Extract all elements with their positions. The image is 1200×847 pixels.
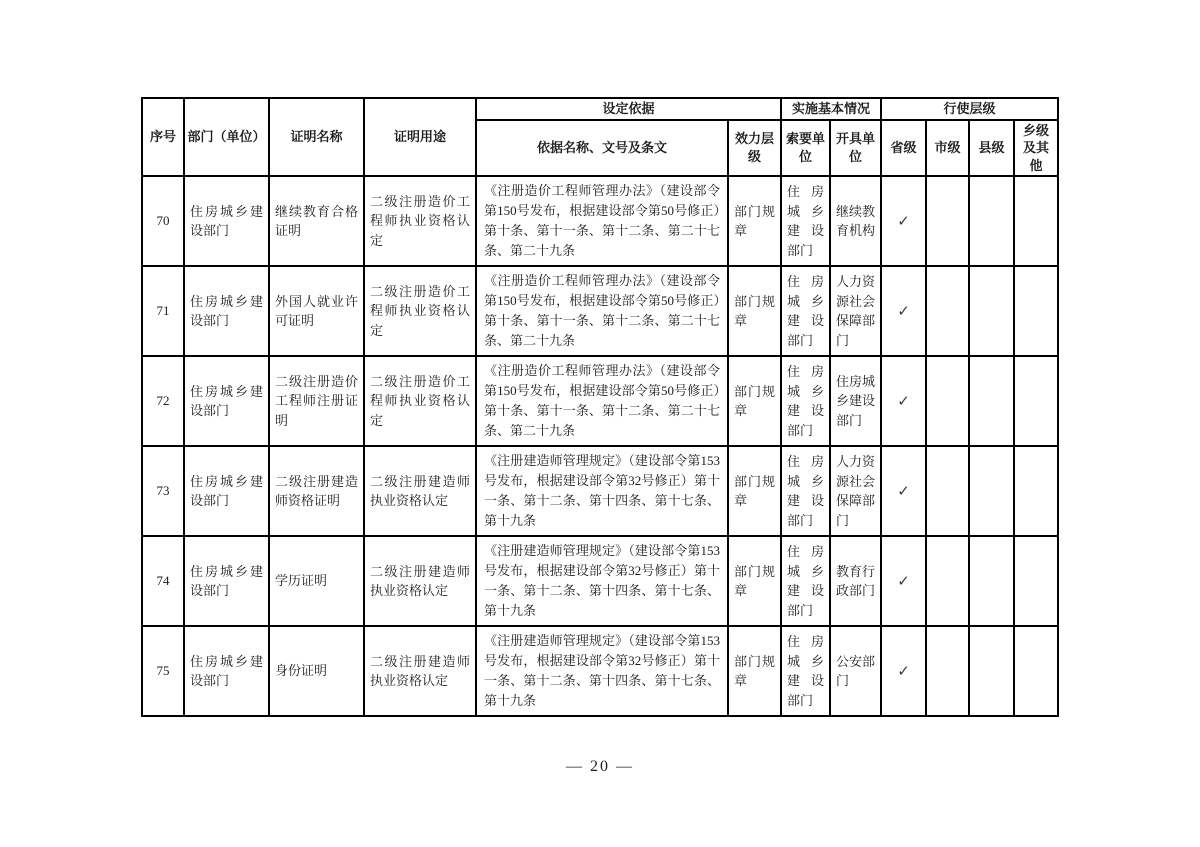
cell-cert-name: 二级注册造价工程师注册证明 [269,356,364,446]
header-impl-basic: 实施基本情况 [781,98,881,120]
cell-effect-level: 部门规章 [728,266,781,356]
cell-cert-name: 外国人就业许可证明 [269,266,364,356]
table-row [142,446,1058,536]
cell-requesting-unit: 住房城乡建设部门 [781,536,830,626]
header-requesting-unit: 索要单位 [781,120,830,177]
cell-township-check [1014,176,1058,266]
cell-effect-level: 部门规章 [728,356,781,446]
cell-serial: 72 [142,356,184,446]
cell-requesting-unit: 住房城乡建设部门 [781,626,830,716]
cell-issuing-unit: 人力资源社会保障部门 [830,446,881,536]
cell-serial: 75 [142,626,184,716]
table-header [142,98,1058,176]
cell-cert-name: 身份证明 [269,626,364,716]
cell-province-check: ✓ [881,176,926,266]
cell-serial: 71 [142,266,184,356]
cell-department: 住房城乡建设部门 [184,176,269,266]
cell-requesting-unit: 住房城乡建设部门 [781,446,830,536]
header-department: 部门（单位） [184,98,269,176]
header-serial: 序号 [142,98,184,176]
table-row [142,176,1058,266]
cell-city-check [926,176,969,266]
cell-province-check: ✓ [881,356,926,446]
cell-basis: 《注册造价工程师管理办法》（建设部令第150号发布，根据建设部令第50号修正）第十条、第十一条、第十二条、第二十七条、第二十九条 [476,266,728,356]
header-exercise-level: 行使层级 [881,98,1058,120]
header-setting-basis: 设定依据 [476,98,781,120]
cell-province-check: ✓ [881,266,926,356]
cell-effect-level: 部门规章 [728,626,781,716]
header-issuing-unit: 开具单位 [830,120,881,177]
certificate-table [141,97,1059,717]
cell-department: 住房城乡建设部门 [184,356,269,446]
cell-requesting-unit: 住房城乡建设部门 [781,176,830,266]
page-number: — 20 — [566,758,634,775]
cell-cert-purpose: 二级注册建造师执业资格认定 [364,536,476,626]
cell-cert-purpose: 二级注册造价工程师执业资格认定 [364,356,476,446]
cell-county-check [969,446,1014,536]
cell-department: 住房城乡建设部门 [184,446,269,536]
table-row [142,536,1058,626]
cell-issuing-unit: 教育行政部门 [830,536,881,626]
cell-department: 住房城乡建设部门 [184,626,269,716]
cell-requesting-unit: 住房城乡建设部门 [781,266,830,356]
table-row [142,626,1058,716]
cell-issuing-unit: 继续教育机构 [830,176,881,266]
header-cert-purpose: 证明用途 [364,98,476,176]
cell-serial: 73 [142,446,184,536]
cell-serial: 74 [142,536,184,626]
cell-cert-purpose: 二级注册建造师执业资格认定 [364,626,476,716]
header-township: 乡级及其他 [1014,120,1058,177]
table-row [142,266,1058,356]
cell-basis: 《注册造价工程师管理办法》（建设部令第150号发布，根据建设部令第50号修正）第十条、第十一条、第十二条、第二十七条、第二十九条 [476,356,728,446]
table-row [142,356,1058,446]
cell-city-check [926,356,969,446]
header-basis-name: 依据名称、文号及条文 [476,120,728,177]
cell-cert-purpose: 二级注册造价工程师执业资格认定 [364,266,476,356]
cell-basis: 《注册造价工程师管理办法》（建设部令第150号发布，根据建设部令第50号修正）第十条、第十一条、第十二条、第二十七条、第二十九条 [476,176,728,266]
header-cert-name: 证明名称 [269,98,364,176]
cell-effect-level: 部门规章 [728,176,781,266]
cell-township-check [1014,266,1058,356]
cell-county-check [969,626,1014,716]
cell-effect-level: 部门规章 [728,536,781,626]
cell-county-check [969,536,1014,626]
cell-province-check: ✓ [881,536,926,626]
cell-township-check [1014,356,1058,446]
header-effect-level: 效力层级 [728,120,781,177]
cell-basis: 《注册建造师管理规定》（建设部令第153号发布，根据建设部令第32号修正）第十一条、第十二条、第十四条、第十七条、第十九条 [476,446,728,536]
cell-county-check [969,176,1014,266]
cell-department: 住房城乡建设部门 [184,536,269,626]
cell-county-check [969,356,1014,446]
cell-city-check [926,536,969,626]
cell-effect-level: 部门规章 [728,446,781,536]
cell-requesting-unit: 住房城乡建设部门 [781,356,830,446]
cell-city-check [926,266,969,356]
cell-cert-name: 继续教育合格证明 [269,176,364,266]
cell-city-check [926,446,969,536]
cell-city-check [926,626,969,716]
cell-basis: 《注册建造师管理规定》（建设部令第153号发布，根据建设部令第32号修正）第十一条、第十二条、第十四条、第十七条、第十九条 [476,626,728,716]
cell-province-check: ✓ [881,446,926,536]
cell-department: 住房城乡建设部门 [184,266,269,356]
cell-issuing-unit: 公安部门 [830,626,881,716]
header-county: 县级 [969,120,1014,177]
cell-cert-name: 学历证明 [269,536,364,626]
header-city: 市级 [926,120,969,177]
header-province: 省级 [881,120,926,177]
cell-township-check [1014,536,1058,626]
cell-province-check: ✓ [881,626,926,716]
cell-cert-purpose: 二级注册造价工程师执业资格认定 [364,176,476,266]
cell-township-check [1014,446,1058,536]
cell-cert-name: 二级注册建造师资格证明 [269,446,364,536]
cell-issuing-unit: 人力资源社会保障部门 [830,266,881,356]
cell-cert-purpose: 二级注册建造师执业资格认定 [364,446,476,536]
cell-issuing-unit: 住房城乡建设部门 [830,356,881,446]
cell-county-check [969,266,1014,356]
cell-basis: 《注册建造师管理规定》（建设部令第153号发布，根据建设部令第32号修正）第十一条、第十二条、第十四条、第十七条、第十九条 [476,536,728,626]
cell-township-check [1014,626,1058,716]
cell-serial: 70 [142,176,184,266]
